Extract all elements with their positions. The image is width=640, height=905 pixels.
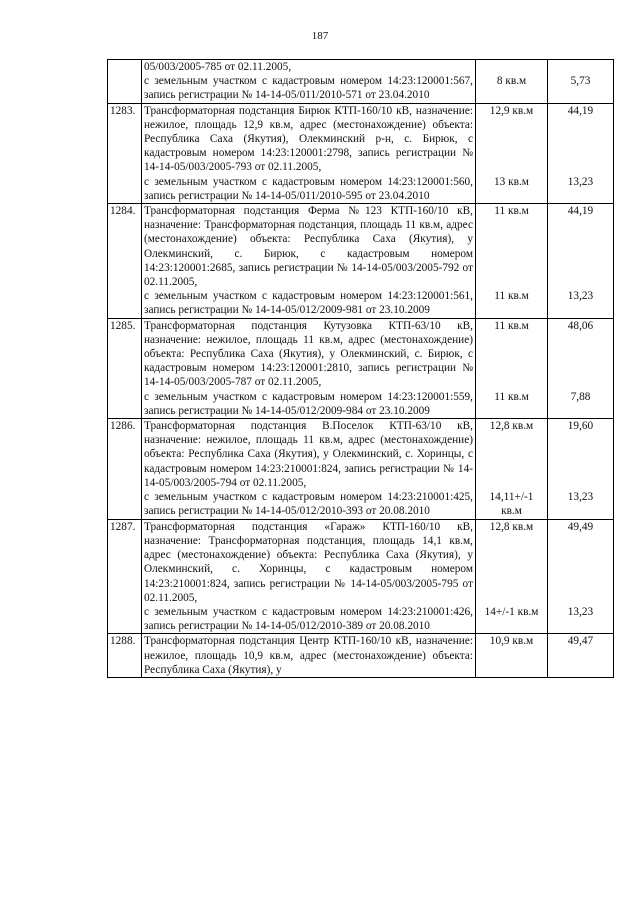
land-plot-description: с земельным участком с кадастровым номером 14:23:120001:560, запись регистрации № 14-14-05/011/2010-595 от 23.04.2010 <box>144 175 473 202</box>
land-plot-value: 13,23 <box>567 605 594 618</box>
table-row <box>108 204 614 319</box>
land-plot-area: 11 кв.м <box>494 390 529 403</box>
object-description: Трансформаторная подстанция «Гараж» КТП-160/10 кВ, назначение: Трансформаторная подстанция, площадь 14,1 кв.м, адрес (местонахождение) объекта: Республика Саха (Якутия), у Олекминский, с. Хоринцы, с кадастровым номером 14:23:210001:824, запись регистрации № 14-14-05/003/2005-795 от 02.11.2005, <box>144 520 473 604</box>
land-plot-area: 14,11+/-1 кв.м <box>489 491 534 518</box>
page-number: 187 <box>311 30 329 42</box>
area-cell <box>476 103 548 203</box>
object-value: 44,19 <box>567 205 594 218</box>
object-area: 10,9 кв.м <box>489 635 534 648</box>
table-row <box>108 60 614 104</box>
entry-number: 1286. <box>108 419 142 520</box>
object-area: 11 кв.м <box>494 205 529 218</box>
value-cell <box>548 519 614 634</box>
value-cell <box>548 634 614 678</box>
table-row <box>108 519 614 634</box>
table-row <box>108 318 614 418</box>
entry-description <box>142 419 476 520</box>
area-cell <box>476 318 548 418</box>
land-plot-area: 11 кв.м <box>494 290 529 303</box>
value-cell <box>548 318 614 418</box>
land-plot-description: с земельным участком с кадастровым номером 14:23:210001:426, запись регистрации № 14-14-05/012/2010-389 от 20.08.2010 <box>144 605 473 633</box>
object-value: 19,60 <box>567 420 594 433</box>
entry-description <box>142 519 476 634</box>
object-description: Трансформаторная подстанция Бирюк КТП-160/10 кВ, назначение: нежилое, площадь 12,9 кв.м, адрес (местонахождение) объекта: Республика Саха (Якутия), Олекминский р-н, с. Бирюк, с кадастровым номером 14:23:120001:2798, запись регистрации № 14-14-05/003/2005-793 от 02.11.2005, <box>144 104 473 174</box>
entry-description <box>142 318 476 418</box>
object-value: 49,49 <box>567 520 594 533</box>
registry-body <box>108 60 614 678</box>
object-description: Трансформаторная подстанция В.Поселок КТП-63/10 кВ, назначение: нежилое, площадь 11 кв.м, адрес (местонахождение) объекта: Республика Саха (Якутия), у Олекминский, с. Хоринцы, с кадастровым номером 14:23:210001:824, запись регистрации № 14-14-05/003/2005-794 от 02.11.2005, <box>144 420 473 489</box>
object-value: 48,06 <box>567 319 594 332</box>
value-cell <box>548 204 614 319</box>
entry-number: 1287. <box>108 519 142 634</box>
land-plot-value: 13,23 <box>567 491 594 504</box>
land-plot-description: с земельным участком с кадастровым номером 14:23:120001:559, запись регистрации № 14-14-05/012/2009-984 от 23.10.2009 <box>144 390 473 417</box>
land-plot-value: 5,73 <box>570 75 591 87</box>
object-value: 44,19 <box>567 104 594 117</box>
land-plot-area: 8 кв.м <box>496 75 527 87</box>
entry-number: 1288. <box>108 634 142 678</box>
land-plot-value: 13,23 <box>567 290 594 303</box>
entry-number: 1284. <box>108 204 142 319</box>
object-area: 11 кв.м <box>494 319 529 332</box>
object-description: Трансформаторная подстанция Центр КТП-160/10 кВ, назначение: нежилое, площадь 10,9 кв.м, адрес (местонахождение) объекта: Республика Саха (Якутия), у <box>144 635 473 676</box>
table-row <box>108 419 614 520</box>
area-cell <box>476 634 548 678</box>
area-cell <box>476 419 548 520</box>
object-value: 49,47 <box>567 635 594 648</box>
table-row <box>108 634 614 678</box>
entry-number: 1285. <box>108 318 142 418</box>
table-row <box>108 103 614 203</box>
area-cell <box>476 60 548 104</box>
land-plot-value: 7,88 <box>570 390 591 403</box>
area-cell <box>476 204 548 319</box>
object-area: 12,9 кв.м <box>489 104 534 117</box>
object-area: 12,8 кв.м <box>489 420 534 433</box>
object-description: Трансформаторная подстанция Кутузовка КТП-63/10 кВ, назначение: нежилое, площадь 11 кв.м, адрес (местонахождение) объекта: Республика Саха (Якутия), у Олекминский, с. Бирюк, с кадастровым номером 14:23:120001:2810, запись регистрации № 14-14-05/003/2005-787 от 02.11.2005, <box>144 319 473 389</box>
value-cell <box>548 60 614 104</box>
land-plot-description: с земельным участком с кадастровым номером 14:23:120001:561, запись регистрации № 14-14-05/012/2009-981 от 23.10.2009 <box>144 290 473 317</box>
value-cell <box>548 103 614 203</box>
entry-number: 1283. <box>108 103 142 203</box>
land-plot-area: 13 кв.м <box>494 175 529 188</box>
object-description: 05/003/2005-785 от 02.11.2005, <box>144 61 292 73</box>
entry-description <box>142 634 476 678</box>
land-plot-description: с земельным участком с кадастровым номером 14:23:120001:567, запись регистрации № 14-14-05/011/2010-571 от 23.04.2010 <box>144 75 473 102</box>
entry-description <box>142 60 476 104</box>
entry-description <box>142 103 476 203</box>
entry-description <box>142 204 476 319</box>
object-description: Трансформаторная подстанция Ферма №123 КТП-160/10 кВ, назначение: Трансформаторная подстанция, площадь 11 кв.м, адрес (местонахождение) объекта: Республика Саха (Якутия), у Олекминский, с. Бирюк, с кадастровым номером 14:23:120001:2685, запись регистрации № 14-14-05/003/2005-792 от 02.11.2005, <box>144 205 473 289</box>
entry-number <box>108 60 142 104</box>
land-plot-area: 14+/-1 кв.м <box>484 605 539 618</box>
land-plot-value: 13,23 <box>567 175 594 188</box>
land-plot-description: с земельным участком с кадастровым номером 14:23:210001:425, запись регистрации № 14-14-05/012/2010-393 от 20.08.2010 <box>144 491 473 518</box>
object-area: 12,8 кв.м <box>489 520 534 533</box>
property-registry-table <box>107 59 614 678</box>
value-cell <box>548 419 614 520</box>
area-cell <box>476 519 548 634</box>
